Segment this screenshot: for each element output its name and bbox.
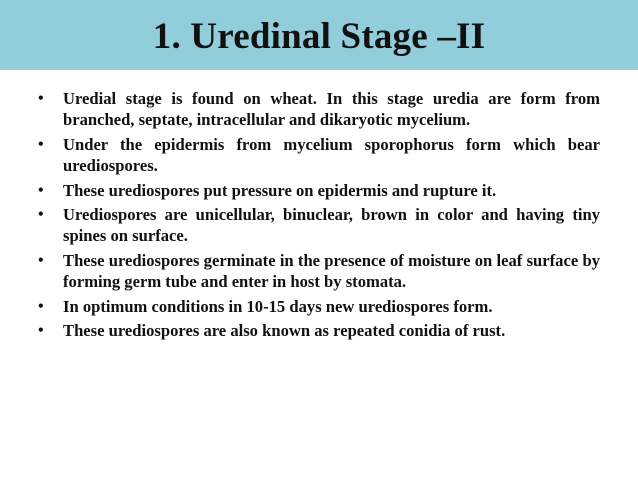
bullet-text: In optimum conditions in 10-15 days new urediospores form. <box>63 296 493 316</box>
bullet-text: Under the epidermis from mycelium sporophorus form which bear urediospores. <box>63 134 600 176</box>
bullet-item <box>38 88 600 131</box>
bullet-dot-icon: • <box>38 297 44 315</box>
bullet-item <box>38 296 600 317</box>
bullet-item <box>38 320 600 341</box>
bullet-text: These urediospores put pressure on epidermis and rupture it. <box>63 180 497 200</box>
bullet-item <box>38 204 600 247</box>
slide-content <box>38 88 600 345</box>
title-bar <box>0 0 638 70</box>
bullet-text: Urediospores are unicellular, binuclear, brown in color and having tiny spines on surface. <box>63 205 600 246</box>
bullet-text: Uredial stage is found on wheat. In this stage uredia are form from branched, septate, intracellular and dikaryotic mycelium. <box>63 89 600 130</box>
bullet-dot-icon: • <box>38 322 44 340</box>
bullet-dot-icon: • <box>38 251 44 269</box>
bullet-dot-icon: • <box>38 135 44 153</box>
bullet-item <box>38 180 600 201</box>
bullet-item <box>38 250 600 293</box>
bullet-text: These urediospores germinate in the presence of moisture on leaf surface by forming germ tube and enter in host by stomata. <box>63 250 600 292</box>
bullet-dot-icon: • <box>38 90 44 107</box>
bullet-dot-icon: • <box>38 206 44 224</box>
bullet-text: These urediospores are also known as repeated conidia of rust. <box>63 321 506 341</box>
slide-title: 1. Uredinal Stage –II <box>152 15 486 57</box>
bullet-dot-icon: • <box>38 181 44 199</box>
bullet-item <box>38 134 600 177</box>
bullet-list <box>38 88 600 341</box>
